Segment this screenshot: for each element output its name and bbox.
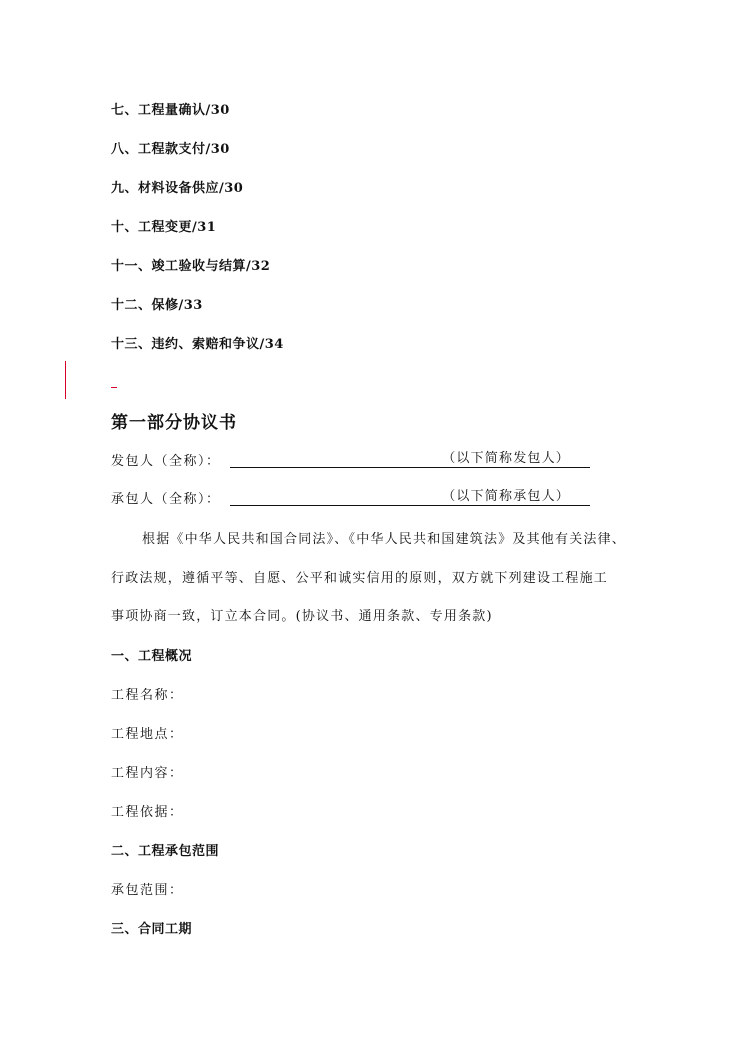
contractor-note: （以下简称承包人） xyxy=(442,489,570,504)
scope-label: 承包范围： xyxy=(111,883,184,898)
employer-label: 发包人（全称）： xyxy=(111,454,221,469)
contractor-field[interactable] xyxy=(230,487,590,506)
toc-item: 八、工程款支付/30 xyxy=(111,142,230,157)
toc-item: 十三、违约、索赔和争议/34 xyxy=(111,337,284,352)
toc-item: 九、材料设备供应/30 xyxy=(111,181,244,196)
project-name-label: 工程名称： xyxy=(111,688,184,703)
toc-item: 十一、竣工验收与结算/32 xyxy=(111,259,271,274)
section-heading: 三、合同工期 xyxy=(111,922,193,937)
preamble-line: 根据《中华人民共和国合同法》、《中华人民共和国建筑法》及其他有关法律、 xyxy=(142,532,627,547)
toc-item: 十、工程变更/31 xyxy=(111,220,217,235)
toc-item: 十二、保修/33 xyxy=(111,298,203,313)
employer-note: （以下简称发包人） xyxy=(442,451,570,466)
revision-bar xyxy=(65,361,66,399)
section-heading: 一、工程概况 xyxy=(111,649,193,664)
section-heading: 二、工程承包范围 xyxy=(111,844,220,859)
revision-mark xyxy=(111,387,117,388)
part-title: 第一部分协议书 xyxy=(111,413,237,433)
contractor-label: 承包人（全称）： xyxy=(111,492,221,507)
preamble-line: 事项协商一致，订立本合同。(协议书、通用条款、专用条款) xyxy=(111,609,493,624)
project-location-label: 工程地点： xyxy=(111,727,184,742)
project-content-label: 工程内容： xyxy=(111,766,184,781)
toc-item: 七、工程量确认/30 xyxy=(111,103,230,118)
employer-field[interactable] xyxy=(230,449,590,468)
preamble-line: 行政法规，遵循平等、自愿、公平和诚实信用的原则，双方就下列建设工程施工 xyxy=(111,571,609,586)
project-basis-label: 工程依据： xyxy=(111,805,184,820)
